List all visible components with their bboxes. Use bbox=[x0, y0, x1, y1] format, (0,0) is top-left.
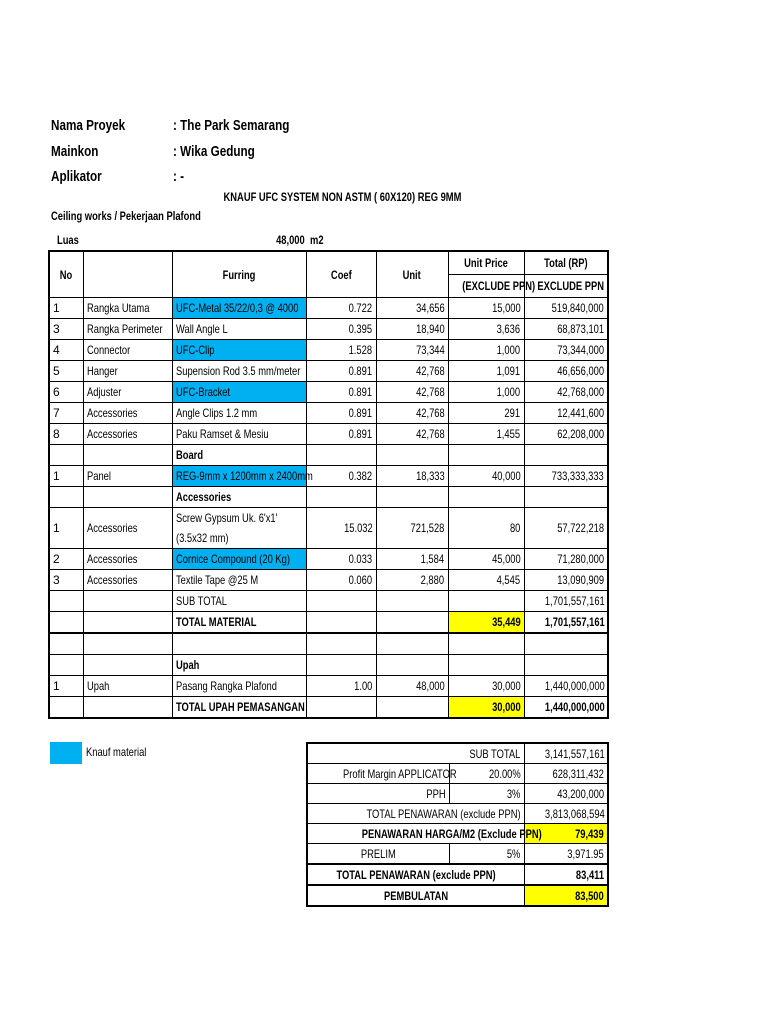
cost-table bbox=[48, 250, 609, 719]
cell-unit: 18,940 bbox=[376, 319, 448, 340]
section-row-accessories bbox=[49, 487, 608, 508]
cell-coef: 0.891 bbox=[306, 382, 376, 403]
cell-price: 1,000 bbox=[448, 382, 524, 403]
cell-price: 291 bbox=[448, 403, 524, 424]
summary-label: PENAWARAN HARGA/M2 (Exclude PPN) bbox=[307, 824, 524, 844]
subtotal-label: SUB TOTAL bbox=[172, 591, 306, 612]
summary-label: PPH bbox=[307, 784, 449, 804]
cell-unit: 48,000 bbox=[376, 676, 448, 697]
summary-value: 3,141,557,161 bbox=[524, 743, 608, 764]
summary-row-total-penawaran bbox=[307, 804, 608, 824]
summary-label: PRELIM bbox=[307, 844, 449, 865]
cell-price: 1,091 bbox=[448, 361, 524, 382]
summary-pct: 20.00% bbox=[449, 764, 524, 784]
summary-row-total-penawaran-2 bbox=[307, 864, 608, 885]
summary-row-pph bbox=[307, 784, 608, 804]
cell-item: Pasang Rangka Plafond bbox=[172, 676, 306, 697]
summary-value: 3,813,068,594 bbox=[524, 804, 608, 824]
section-label: Upah bbox=[172, 655, 306, 676]
summary-value: 628,311,432 bbox=[524, 764, 608, 784]
cell-item: Angle Clips 1.2 mm bbox=[172, 403, 306, 424]
cell-coef: 0.891 bbox=[306, 361, 376, 382]
table-row bbox=[49, 382, 608, 403]
cell-item: Wall Angle L bbox=[172, 319, 306, 340]
cell-category: Panel bbox=[83, 466, 172, 487]
table-row bbox=[49, 361, 608, 382]
cell-unit: 34,656 bbox=[376, 298, 448, 319]
table-row bbox=[49, 340, 608, 361]
cell-unit: 73,344 bbox=[376, 340, 448, 361]
summary-row-prelim bbox=[307, 844, 608, 865]
cell-no: 6 bbox=[49, 382, 83, 403]
cell-unit: 42,768 bbox=[376, 361, 448, 382]
subtotal-row bbox=[49, 591, 608, 612]
area-label: Luas bbox=[57, 233, 79, 247]
cell-total: 73,344,000 bbox=[524, 340, 608, 361]
cell-category: Accessories bbox=[83, 570, 172, 591]
legend-swatch bbox=[50, 742, 82, 764]
document-title: KNAUF UFC SYSTEM NON ASTM ( 60X120) REG 9MM bbox=[223, 190, 462, 204]
cell-total: 13,090,909 bbox=[524, 570, 608, 591]
cell-category: Rangka Utama bbox=[83, 298, 172, 319]
total-material-row bbox=[49, 612, 608, 634]
table-row bbox=[49, 508, 608, 549]
summary-table bbox=[306, 742, 609, 907]
subtotal-value: 1,701,557,161 bbox=[524, 591, 608, 612]
cell-price: 45,000 bbox=[448, 549, 524, 570]
table-header-row bbox=[49, 251, 608, 275]
cell-no: 5 bbox=[49, 361, 83, 382]
cell-item: Supension Rod 3.5 mm/meter bbox=[172, 361, 306, 382]
cell-item: Screw Gypsum Uk. 6'x1' (3.5x32 mm) bbox=[172, 508, 306, 549]
total-upah-row bbox=[49, 697, 608, 719]
empty-row bbox=[49, 633, 608, 655]
section-row-upah bbox=[49, 655, 608, 676]
applicator-label: Aplikator bbox=[51, 168, 102, 185]
cell-no: 1 bbox=[49, 676, 83, 697]
cell-item: UFC-Clip bbox=[172, 340, 306, 361]
project-name-label: Nama Proyek bbox=[51, 117, 126, 134]
cell-coef: 0.891 bbox=[306, 403, 376, 424]
table-row bbox=[49, 549, 608, 570]
cell-price: 80 bbox=[448, 508, 524, 549]
cell-category: Adjuster bbox=[83, 382, 172, 403]
col-header-category bbox=[83, 251, 172, 298]
summary-row-profit bbox=[307, 764, 608, 784]
table-row bbox=[49, 466, 608, 487]
cell-no: 1 bbox=[49, 298, 83, 319]
section-label: Board bbox=[172, 445, 306, 466]
summary-label: SUB TOTAL bbox=[307, 743, 524, 764]
summary-row-subtotal bbox=[307, 743, 608, 764]
cell-category: Accessories bbox=[83, 508, 172, 549]
cell-coef: 0.382 bbox=[306, 466, 376, 487]
cell-no: 3 bbox=[49, 570, 83, 591]
cell-total: 1,440,000,000 bbox=[524, 676, 608, 697]
summary-row-pembulatan bbox=[307, 885, 608, 906]
area-value: 48,000 bbox=[276, 233, 305, 247]
col-header-coef: Coef bbox=[306, 251, 376, 298]
table-row bbox=[49, 424, 608, 445]
total-material-label: TOTAL MATERIAL bbox=[172, 612, 306, 634]
cell-unit: 1,584 bbox=[376, 549, 448, 570]
cell-coef: 0.722 bbox=[306, 298, 376, 319]
cell-price: 1,000 bbox=[448, 340, 524, 361]
cell-total: 57,722,218 bbox=[524, 508, 608, 549]
col-header-total: Total (RP) bbox=[524, 251, 608, 275]
cell-no: 1 bbox=[49, 508, 83, 549]
cell-unit: 42,768 bbox=[376, 382, 448, 403]
cell-category: Accessories bbox=[83, 424, 172, 445]
cell-unit: 2,880 bbox=[376, 570, 448, 591]
cell-unit: 42,768 bbox=[376, 424, 448, 445]
table-row bbox=[49, 570, 608, 591]
summary-pct: 5% bbox=[449, 844, 524, 865]
col-header-furring: Furring bbox=[172, 251, 306, 298]
cell-no: 2 bbox=[49, 549, 83, 570]
cell-item: Textile Tape @25 M bbox=[172, 570, 306, 591]
cell-coef: 1.00 bbox=[306, 676, 376, 697]
col-header-no: No bbox=[49, 251, 83, 298]
cell-item: Paku Ramset & Mesiu bbox=[172, 424, 306, 445]
summary-row-harga-m2 bbox=[307, 824, 608, 844]
summary-value: 83,411 bbox=[524, 864, 608, 885]
cell-price: 40,000 bbox=[448, 466, 524, 487]
document-subtitle: Ceiling works / Pekerjaan Plafond bbox=[51, 209, 201, 223]
cell-category: Hanger bbox=[83, 361, 172, 382]
cell-price: 15,000 bbox=[448, 298, 524, 319]
summary-label: TOTAL PENAWARAN (exclude PPN) bbox=[307, 864, 524, 885]
cell-category: Accessories bbox=[83, 549, 172, 570]
cell-no: 8 bbox=[49, 424, 83, 445]
main-contractor-value: : Wika Gedung bbox=[173, 143, 255, 160]
cell-category: Rangka Perimeter bbox=[83, 319, 172, 340]
cell-total: 42,768,000 bbox=[524, 382, 608, 403]
cell-category: Connector bbox=[83, 340, 172, 361]
cell-item: UFC-Bracket bbox=[172, 382, 306, 403]
summary-value: 79,439 bbox=[524, 824, 608, 844]
cell-coef: 0.033 bbox=[306, 549, 376, 570]
cell-coef: 0.891 bbox=[306, 424, 376, 445]
col-header-total-sub: EXCLUDE PPN bbox=[524, 275, 608, 298]
total-material-value: 1,701,557,161 bbox=[524, 612, 608, 634]
table-row bbox=[49, 676, 608, 697]
applicator-value: : - bbox=[173, 168, 185, 185]
cell-unit: 721,528 bbox=[376, 508, 448, 549]
summary-label: PEMBULATAN bbox=[307, 885, 524, 906]
summary-label: Profit Margin APPLICATOR bbox=[307, 764, 449, 784]
col-header-unit-price-sub: (EXCLUDE PPN) bbox=[448, 275, 524, 298]
cell-category: Accessories bbox=[83, 403, 172, 424]
cell-total: 12,441,600 bbox=[524, 403, 608, 424]
cell-price: 3,636 bbox=[448, 319, 524, 340]
cell-unit: 18,333 bbox=[376, 466, 448, 487]
table-row bbox=[49, 319, 608, 340]
cell-total: 46,656,000 bbox=[524, 361, 608, 382]
cell-coef: 15.032 bbox=[306, 508, 376, 549]
cell-unit: 42,768 bbox=[376, 403, 448, 424]
area-unit: m2 bbox=[310, 233, 324, 247]
cell-total: 62,208,000 bbox=[524, 424, 608, 445]
total-material-price: 35,449 bbox=[448, 612, 524, 634]
cell-item: UFC-Metal 35/22/0,3 @ 4000 bbox=[172, 298, 306, 319]
cell-category: Upah bbox=[83, 676, 172, 697]
cell-no: 7 bbox=[49, 403, 83, 424]
project-name-value: : The Park Semarang bbox=[173, 117, 290, 134]
cell-price: 30,000 bbox=[448, 676, 524, 697]
cell-no: 4 bbox=[49, 340, 83, 361]
cell-total: 71,280,000 bbox=[524, 549, 608, 570]
cell-price: 4,545 bbox=[448, 570, 524, 591]
total-upah-price: 30,000 bbox=[448, 697, 524, 719]
main-contractor-label: Mainkon bbox=[51, 143, 99, 160]
table-row bbox=[49, 298, 608, 319]
cell-price: 1,455 bbox=[448, 424, 524, 445]
total-upah-value: 1,440,000,000 bbox=[524, 697, 608, 719]
cell-total: 68,873,101 bbox=[524, 319, 608, 340]
cell-coef: 1.528 bbox=[306, 340, 376, 361]
section-label: Accessories bbox=[172, 487, 306, 508]
summary-label: TOTAL PENAWARAN (exclude PPN) bbox=[307, 804, 524, 824]
summary-pct: 3% bbox=[449, 784, 524, 804]
legend-label: Knauf material bbox=[86, 745, 147, 759]
cell-coef: 0.060 bbox=[306, 570, 376, 591]
table-row bbox=[49, 403, 608, 424]
total-upah-label: TOTAL UPAH PEMASANGAN bbox=[172, 697, 306, 719]
summary-value: 83,500 bbox=[524, 885, 608, 906]
cell-total: 733,333,333 bbox=[524, 466, 608, 487]
cell-total: 519,840,000 bbox=[524, 298, 608, 319]
section-row-board bbox=[49, 445, 608, 466]
cell-coef: 0.395 bbox=[306, 319, 376, 340]
cell-no: 1 bbox=[49, 466, 83, 487]
summary-value: 3,971.95 bbox=[524, 844, 608, 865]
cell-no: 3 bbox=[49, 319, 83, 340]
cell-item: Cornice Compound (20 Kg) bbox=[172, 549, 306, 570]
cell-item: REG-9mm x 1200mm x 2400mm bbox=[172, 466, 306, 487]
col-header-unit: Unit bbox=[376, 251, 448, 298]
col-header-unit-price: Unit Price bbox=[448, 251, 524, 275]
summary-value: 43,200,000 bbox=[524, 784, 608, 804]
